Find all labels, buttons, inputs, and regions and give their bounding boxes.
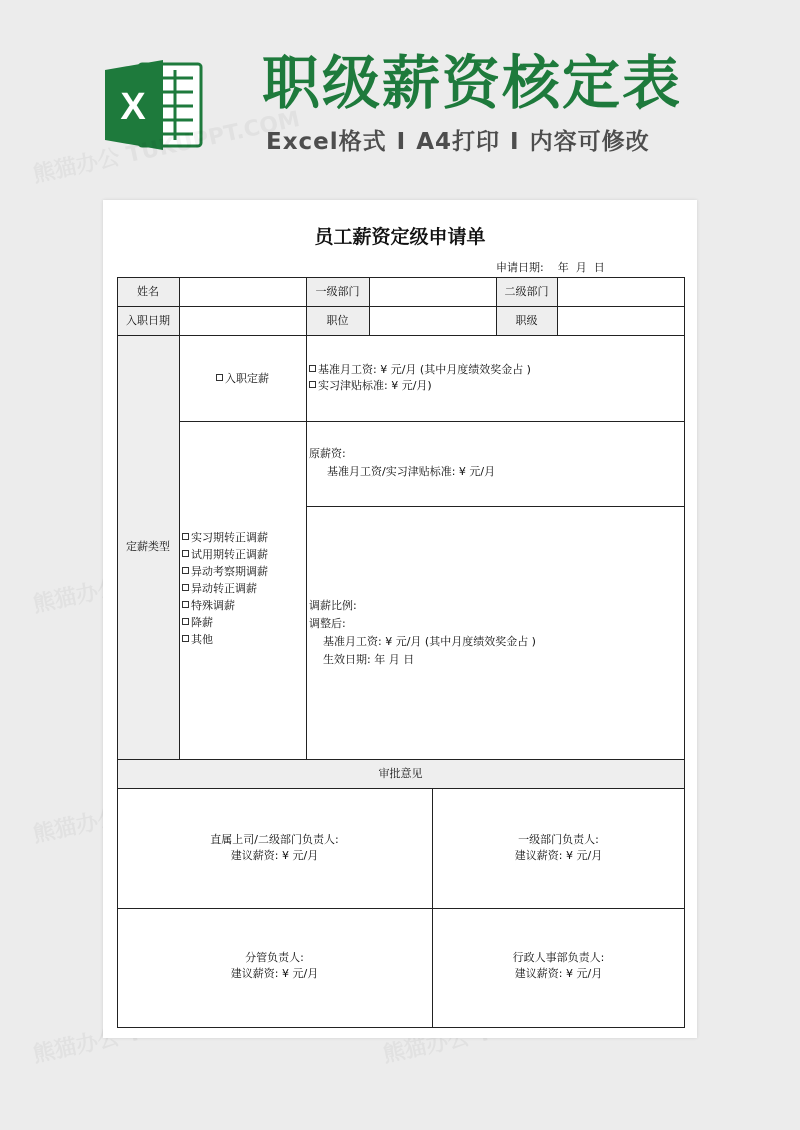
adjust-option: 其他 <box>182 631 268 648</box>
checkbox-icon[interactable] <box>309 381 316 388</box>
entry-salary-detail <box>309 362 531 394</box>
apply-date-label: 申请日期: <box>496 261 544 274</box>
entry-salary-label: 入职定薪 <box>225 372 269 385</box>
approver-direct-supervisor: 直属上司/二级部门负责人: 建议薪资: ¥ 元/月 <box>210 833 339 862</box>
adjust-option: 降薪 <box>182 614 268 631</box>
checkbox-icon[interactable] <box>182 635 189 642</box>
checkbox-icon[interactable] <box>182 601 189 608</box>
label-position: 职位 <box>326 314 349 327</box>
dept2-field[interactable] <box>558 278 684 306</box>
checkbox-icon[interactable] <box>182 567 189 574</box>
excel-logo-letter: X <box>120 86 146 128</box>
original-salary-label: 原薪资: <box>309 447 346 460</box>
subtitle-format: Excel格式 <box>266 129 387 155</box>
dept1-field[interactable] <box>370 278 496 306</box>
label-dept2: 二级部门 <box>504 285 549 298</box>
adjust-option: 异动考察期调薪 <box>182 563 268 580</box>
excel-icon <box>103 56 205 152</box>
checkbox-icon[interactable] <box>309 365 316 372</box>
adjust-option: 实习期转正调薪 <box>182 529 268 546</box>
subtitle-separator: I <box>396 129 407 155</box>
position-field[interactable] <box>370 307 496 335</box>
form-title: 员工薪资定级申请单 <box>314 226 486 248</box>
label-dept1: 一级部门 <box>315 285 360 298</box>
grade-field[interactable] <box>558 307 684 335</box>
adjust-option: 特殊调薪 <box>182 597 268 614</box>
approval-header: 审批意见 <box>378 767 423 780</box>
entry-intern-allowance-line: 实习津贴标准: ¥ 元/月) <box>309 378 531 394</box>
subtitle-print: A4打印 <box>416 129 501 155</box>
banner-title: 职级薪资核定表 <box>262 49 683 117</box>
apply-date-day: 日 <box>593 261 605 274</box>
checkbox-icon[interactable] <box>182 584 189 591</box>
adjust-base-salary: 基准月工资: ¥ 元/月 (其中月度绩效奖金占 ) <box>323 635 536 648</box>
adjust-ratio-label: 调薪比例: <box>309 599 357 612</box>
name-field[interactable] <box>180 278 306 306</box>
checkbox-icon[interactable] <box>216 374 223 381</box>
apply-date-year: 年 <box>557 261 569 274</box>
approver-supervising-head: 分管负责人: 建议薪资: ¥ 元/月 <box>230 951 319 980</box>
label-grade: 职级 <box>515 314 538 327</box>
adjust-effective-date: 生效日期: 年 月 日 <box>323 653 415 666</box>
label-name: 姓名 <box>137 285 159 298</box>
entry-base-salary-line: 基准月工资: ¥ 元/月 (其中月度绩效奖金占 ) <box>309 362 531 378</box>
adjust-option-list <box>182 529 268 648</box>
original-salary-detail: 基准月工资/实习津贴标准: ¥ 元/月 <box>327 465 496 478</box>
entry-salary-option[interactable] <box>216 371 269 387</box>
apply-date-month: 月 <box>575 261 587 274</box>
checkbox-icon[interactable] <box>182 533 189 540</box>
form-sheet <box>103 200 697 1038</box>
label-salary-type: 定薪类型 <box>126 540 170 553</box>
banner <box>0 0 800 190</box>
banner-subtitle <box>266 126 650 158</box>
subtitle-separator: I <box>510 129 520 155</box>
label-hire-date: 入职日期 <box>126 314 170 327</box>
hire-date-field[interactable] <box>180 307 306 335</box>
adjust-option: 异动转正调薪 <box>182 580 268 597</box>
checkbox-icon[interactable] <box>182 550 189 557</box>
adjust-after-label: 调整后: <box>309 617 346 630</box>
checkbox-icon[interactable] <box>182 618 189 625</box>
approver-dept1-head: 一级部门负责人: 建议薪资: ¥ 元/月 <box>514 833 603 862</box>
approver-hr-admin-head: 行政人事部负责人: 建议薪资: ¥ 元/月 <box>512 951 605 980</box>
subtitle-edit: 内容可修改 <box>529 129 650 155</box>
adjust-option: 试用期转正调薪 <box>182 546 268 563</box>
